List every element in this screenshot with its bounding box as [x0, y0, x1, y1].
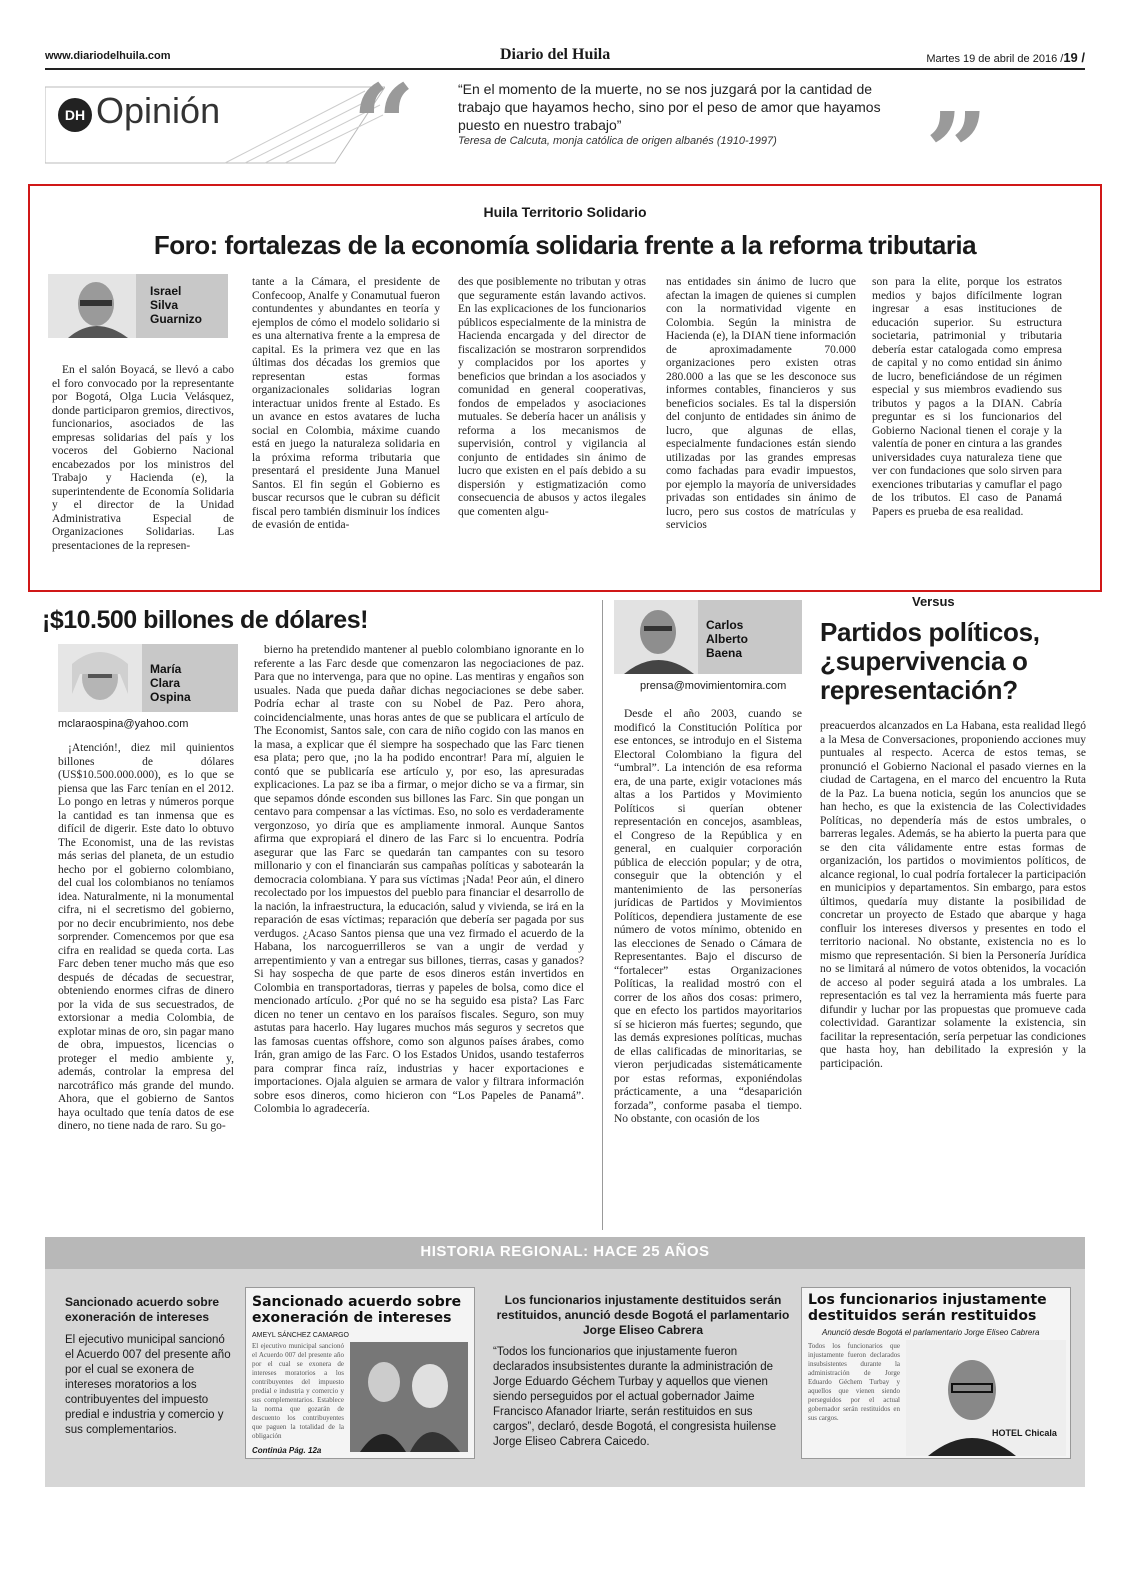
article-column: tante a la Cámara, el presidente de Confecoop, Analfe y Conamutual fueron contundentes y abundantes en teoría y ejemplos de cómo el modelo solidario si es una alternativa frente a la empresa de capital. Es la primera vez que en las últimas dos décadas los gremios que representan estas formas organizacionales solidarias logran interactuar unidos frente al Estado. Es un avance en estos avatares de lucha social en Colombia, máxime cuando está en juego la naturaleza solidaria en la próxima reforma tributaria que presentará el presidente Juna Manuel Santos. El fin según el Gobierno es buscar recursos que le cubran su déficit fiscal pero también disminuir los índices de evasión de entida- [252, 276, 440, 531]
masthead [45, 48, 1085, 70]
quote-author: Teresa de Calcuta, monja católica de origen albanés (1910-1997) [458, 135, 777, 147]
article-headline: ¡$10.500 billones de dólares! [42, 606, 368, 634]
historia-regional-section [45, 1237, 1085, 1487]
historia-regional-bar [45, 1237, 1085, 1269]
article-foro [28, 184, 1102, 592]
author-name-line: Baena [706, 646, 743, 660]
newspaper-clipping [245, 1287, 475, 1459]
clipping-text: El ejecutivo municipal sancionó el Acuerdo 007 del presente año por el cual se exonera de intereses moratorios a los contribuyentes del impuesto predial e industria y comercio y sus complementarios. Establece la norma que gozarán de descuento los contribuyentes que paguen la totalidad de la obligación [252, 1342, 344, 1440]
article-section-label: Huila Territorio Solidario [483, 204, 647, 220]
close-quote-icon: ” [925, 88, 989, 217]
author-box [614, 600, 802, 674]
article-column: des que posiblemente no tributan y otras que seguramente están lavando activos. En las explicaciones de los funcionarios públicos especialmente de la ministra de Hacienda encargada y del director de fiscalización se mostraron sorprendidos y complacidos por los aportes y beneficios que brindan a los asociados y comunidad en general cooperativas, fondos de empelados y asociaciones mutuales. Se debería hacer un análisis y reforma a los mecanismos de supervisión, control y vigilancia al conjunto de entidades sin ánimo de lucro que existen en el país debido a su dispersión y estigmatización como consecuencia de abusos y actos ilegales que comenten algu- [458, 276, 646, 518]
clipping-photo [906, 1340, 1066, 1456]
author-photo [614, 600, 698, 674]
versus-tag: Versus [912, 594, 955, 609]
author-photo [58, 644, 142, 712]
article-column: son para la elite, porque los estratos medios y bajos difícilmente logran ingresar a esas instituciones de educación superior. Su estructura societaria, patrimonial y tributaria debería estar catalogada como empresa de capital y no como entidad sin ánimo de lucro, beneficiándose de un régimen especial y sus miembros evadiendo sus tributos y pagos a la DIAN. Cabría preguntar es si los funcionarios del Gobierno Nacional tienen el coraje y la valentía de poner en cintura a las grandes universidades cuya naturaleza tiene que ver con fundaciones que solo sirven para exenciones tributarias y camuflar el pago de los tributos. El caso de Panamá Papers es prueba de esa realidad. [872, 276, 1062, 518]
author-name-line: Silva [150, 298, 179, 312]
author-email[interactable]: prensa@movimientomira.com [640, 680, 787, 692]
history-headline: Sancionado acuerdo sobre exoneración de intereses [65, 1295, 220, 1324]
clipping-photo [350, 1342, 468, 1452]
open-quote-icon: “ [352, 60, 416, 189]
clipping-headline: Sancionado acuerdo sobre exoneración de intereses [252, 1294, 462, 1326]
article-headline: Partidos políticos, ¿supervivencia o representación? [820, 617, 1040, 705]
author-name-line: Carlos [706, 618, 744, 632]
historia-regional-title: HISTORIA REGIONAL: HACE 25 AÑOS [420, 1243, 710, 1260]
column-divider [602, 600, 603, 1230]
author-name [150, 662, 191, 704]
dh-logo: DH [58, 98, 92, 132]
author-photo [48, 274, 136, 338]
section-title: Opinión [96, 90, 221, 131]
article-column: Desde el año 2003, cuando se modificó la Constitución Política por ese entonces, se introdujo en el Sistema Electoral Colombiano la figura del “umbral”. La intención de esa reforma era, de una parte, exigir votaciones más altas a los Partidos y Movimiento Políticos si querían obtener representación en concejos, asambleas, el Congreso de la República y en general, en cualquier corporación pública de elección popular; y de otra, conseguir que la obtención y el mantenimiento de las personerías jurídicas de Partidos y Movimientos Políticos, dependiera justamente de ese número de votos mínimo, obtenido en las elecciones de Senado o Cámara de Representantes. Bajo el discurso de “fortalecer” estas Organizaciones Políticas, la realidad mostró con el correr de los años dos cosas: primero, que en efecto los partidos mayoritarios sí se hicieron más fuertes; segundo, que las demás expresiones políticas, muchas de ellas calificadas de minoritarias, se vieron perjudicadas sistemáticamente por estas reformas, exponiéndolas prácticamente, a una “desaparición forzada”, conforme pasaba el tiempo. No obstante, con ocasión de los [614, 708, 802, 1125]
author-name-line: María [150, 662, 182, 676]
author-name-line: Clara [150, 676, 181, 690]
article-column: En el salón Boyacá, se llevó a cabo el foro convocado por la representante por Bogotá, Olga Lucia Velásquez, donde participaron gremios, directivos, funcionarios, asociados de las empresas solidarias del país y los voceros del Gobierno Nacional encabezados por los ministros del Trabajo y Hacienda (e), la superintendente de Economía Solidaria y el director de la Unidad Administrativa Especial de Organizaciones Solidarias. Las presentaciones de la represen- [52, 364, 234, 552]
author-email[interactable]: mclaraospina@yahoo.com [58, 718, 189, 730]
history-body: “Todos los funcionarios que injustamente fueron declarados insubsistentes durante la administración de Jorge Eduardo Géchem Turbay y aquellos que vienen siendo perseguidos por el actual gobernador Jaime Francisco Afanador Iriarte, serán restituidos en sus cargos”, declaró, desde Bogotá, el congresista huilense Jorge Eliseo Cabrera Caicedo. [493, 1346, 777, 1448]
history-headline: Los funcionarios injustamente destituidos serán restituidos, anunció desde Bogotá el parlamentario Jorge Eliseo Cabrera [496, 1293, 790, 1337]
newspaper-name [500, 46, 610, 64]
article-headline: Foro: fortalezas de la economía solidaria frente a la reforma tributaria [153, 230, 977, 260]
newspaper-clipping [801, 1287, 1071, 1459]
article-column: bierno ha pretendido mantener al pueblo colombiano ignorante en lo referente a las Farc desde que comenzaron las negociaciones de paz. Para que no intervenga, para que no opine. Las mentiras y engaños son usuales. Nada que pueda dañar dichas negociaciones se debe saber. Podría echar al traste con su Nobel de Paz. Pero ahora, coincidencialmente, unas horas antes de que se publicara el artículo de The Economist, Santos sale, con cara de niño cogido con las manos en la masa, a explicar que él siempre ha sospechado que las Farc tienen esa plata; pero que, ¡no la ha podido encontrar! Para mí, alguien le contó que se publicaría ese artículo y, por eso, las apresuradas explicaciones. La paz se iba a firmar, o mejor dicho se va a firmar, sin que sepamos dónde esconden sus billones las Farc. Sin que pongan un centavo para compensar a las víctimas. Eso, no solo es verdaderamente vergonzoso, yo diría que es ampliamente inmoral. Aunque Santos afirma que expropiará el dinero de las Farc si lo encuentra. Podría asegurar que las Farc se quedarán tan campantes con su tesoro millonario y con el financiarán sus campañas políticas y sabotearán la democracia colombiana. Y para sus víctimas ¡Nada! Peor aún, el dinero recolectado por los impuestos del pueblo para financiar el desarrollo de la nación, la infraestructura, la educación, salud y vivienda, se irá en la reparación de esas víctimas; reparación que debería ser pagada por sus verdugos. ¿Acaso Santos piensa que una vez firmado el acuerdo de la Habana, los narcoguerrilleros se van a ungir de verdad y arrepentimiento y van a entregar sus billones, tierras, casas y ganados? Si hay sospecha de que parte de esos dineros están invertidos en Colombia en transportadoras, tierras y papeles de bolsa, como dice el mencionado artículo. ¿Por qué no se ha seguido esa pista? Las Farc dicen no tener un centavo en los paraísos fiscales. Seguro, son muy astutas para hacerlo. Hay lugares muchos más seguros y secretos que las famosas cuentas offshore, como son algunos países árabes, como Irán, gran amigo de las Farc. O los Estados Unidos, usando testaferros para comprar finca raíz, industrias y hacer exportaciones e importaciones. Ojala alguien se armara de valor y filtrara información sobre esos dineros, como hicieron con “Los Papeles de Panamá”. Colombia lo agradecería. [254, 644, 584, 1115]
clipping-headline: Los funcionarios injustamente destituidos serán restituidos [808, 1292, 1047, 1324]
author-name-line: Ospina [150, 690, 191, 704]
author-name-line: Israel [150, 284, 182, 298]
clipping-byline: AMEYL SÁNCHEZ CAMARGO [252, 1332, 349, 1339]
site-url[interactable]: www.diariodelhuila.com [45, 50, 171, 62]
clipping-continue: Continúa Pág. 12a [252, 1446, 322, 1455]
page-number: 19 / [1063, 50, 1085, 65]
clipping-sign: HOTEL Chicala [992, 1428, 1057, 1438]
author-name-line: Alberto [706, 632, 748, 646]
article-column: ¡Atención!, diez mil quinientos billones de dólares (US$10.500.000.000), es lo que se piensa que las Farc tenían en el 2012. Lo pongo en letras y números porque la cantidad es tan inmensa que es difícil de digerir. Este dato lo obtuvo The Economist, una de las revistas más serias del planeta, de un estudio hecho por el gobierno colombiano, del cual los colombianos no teníamos idea. Naturalmente, ni la monumental cifra, ni el secretismo del gobierno, por no decir encubrimiento, nos debe sorprender. Comencemos por que esa cifra en realidad se queda corta. Las Farc deben tener mucho más que eso después de décadas de secuestrar, obteniendo enormes cifras de dinero por la vida de sus secuestrados, de extorsionar a media Colombia, de explotar minas de oro, sin pagar mano de obra, impuestos, licencias o proteger el medio ambiente y, además, controlar la empresa del narcotráfico más grande del mundo. Ahora, que el gobierno de Santos haya ocultado que tenía datos de ese dinero, no tiene nada de raro. Su go- [58, 742, 234, 1132]
clipping-subheadline: Anunció desde Bogotá el parlamentario Jorge Eliseo Cabrera [822, 1328, 1040, 1337]
newspaper-name-plain: Diario del [500, 46, 572, 63]
author-name [706, 618, 748, 660]
article-column: nas entidades sin ánimo de lucro que afectan la imagen de quienes si cumplen con la normatividad vigente en Colombia. Según la ministra de Hacienda (e), la DIAN tiene información de aproximadamente 70.000 organizaciones pero existen otras 280.000 a las que se les desconoce sus informes contables, financieros y sus beneficios sociales. Es tal la dispersión del conjunto de entidades sin ánimo de lucro, que algunas de ellas, especialmente fundaciones están siendo utilizadas por las grandes empresas como fachadas para evadir impuestos, por ejemplo la mayoría de universidades privadas son entidades sin ánimo de lucro, pero sus costos de matrículas y servicios [666, 276, 856, 531]
article-column: preacuerdos alcanzados en La Habana, esta realidad llegó a la Mesa de Conversaciones, proponiendo acciones muy puntuales al respecto. Acerca de estos temas, se pronunció el Gobierno Nacional el pasado viernes en la ciudad de Cartagena, en el marco del encuentro la Ruta de la Paz. La buena noticia, según los anuncios que se han hecho, es que la existencia de las Colectividades Políticas, no dependería más de estos umbrales, o barreras legales. Además, se ha abierto la puerta para que se den cita válidamente entre estas formas de organización, los partidos o movimientos políticos, de alcance regional, lo cual podría fortalecer la participación en municipios y departamentos. Sin embargo, para estos últimos, quedaría muy distante la posibilidad de concretar un proyecto de Estado que abarque y haga confluir los intereses diversos y presentes en todo el territorio nacional. No obstante, existencia no es lo mismo que representación. Si bien la Personería Jurídica no se limitará al número de votos obtenidos, la vocación de acceso al poder seguirá atada a los umbrales. La representación es tal vez la herramienta más fuerte para difundir y luchar por las propuestas que promueve cada colectividad. Garantizar solamente la existencia, sin facilitar la representación, sería perpetuar las condiciones que hasta hoy, han debilitado la expresión y la participación. [820, 720, 1086, 1070]
history-body: El ejecutivo municipal sancionó el Acuerdo 007 del presente año por el cual se exonera de intereses moratorios a los contribuyentes del impuesto predial e industria y comercio y sus complementarios. [65, 1334, 231, 1436]
issue-date [926, 50, 1085, 65]
author-name [150, 284, 202, 326]
author-box [58, 644, 238, 712]
author-name-line: Guarnizo [150, 312, 203, 326]
newspaper-name-bold: Huila [572, 46, 611, 63]
clipping-text: Todos los funcionarios que injustamente fueron declarados insubsistentes durante la administración de Jorge Eduardo Géchem Turbay y aquellos que vienen siendo perseguidos por el actual gobernador serán restituidos en sus cargos. [808, 1342, 900, 1422]
issue-date-text: Martes 19 de abril de 2016 / [926, 53, 1064, 65]
author-box [48, 274, 228, 338]
featured-quote: “En el momento de la muerte, no se nos juzgará por la cantidad de trabajo que hayamos hecho, sino por el peso de amor que hayamos puesto en nuestro trabajo” [458, 81, 881, 133]
